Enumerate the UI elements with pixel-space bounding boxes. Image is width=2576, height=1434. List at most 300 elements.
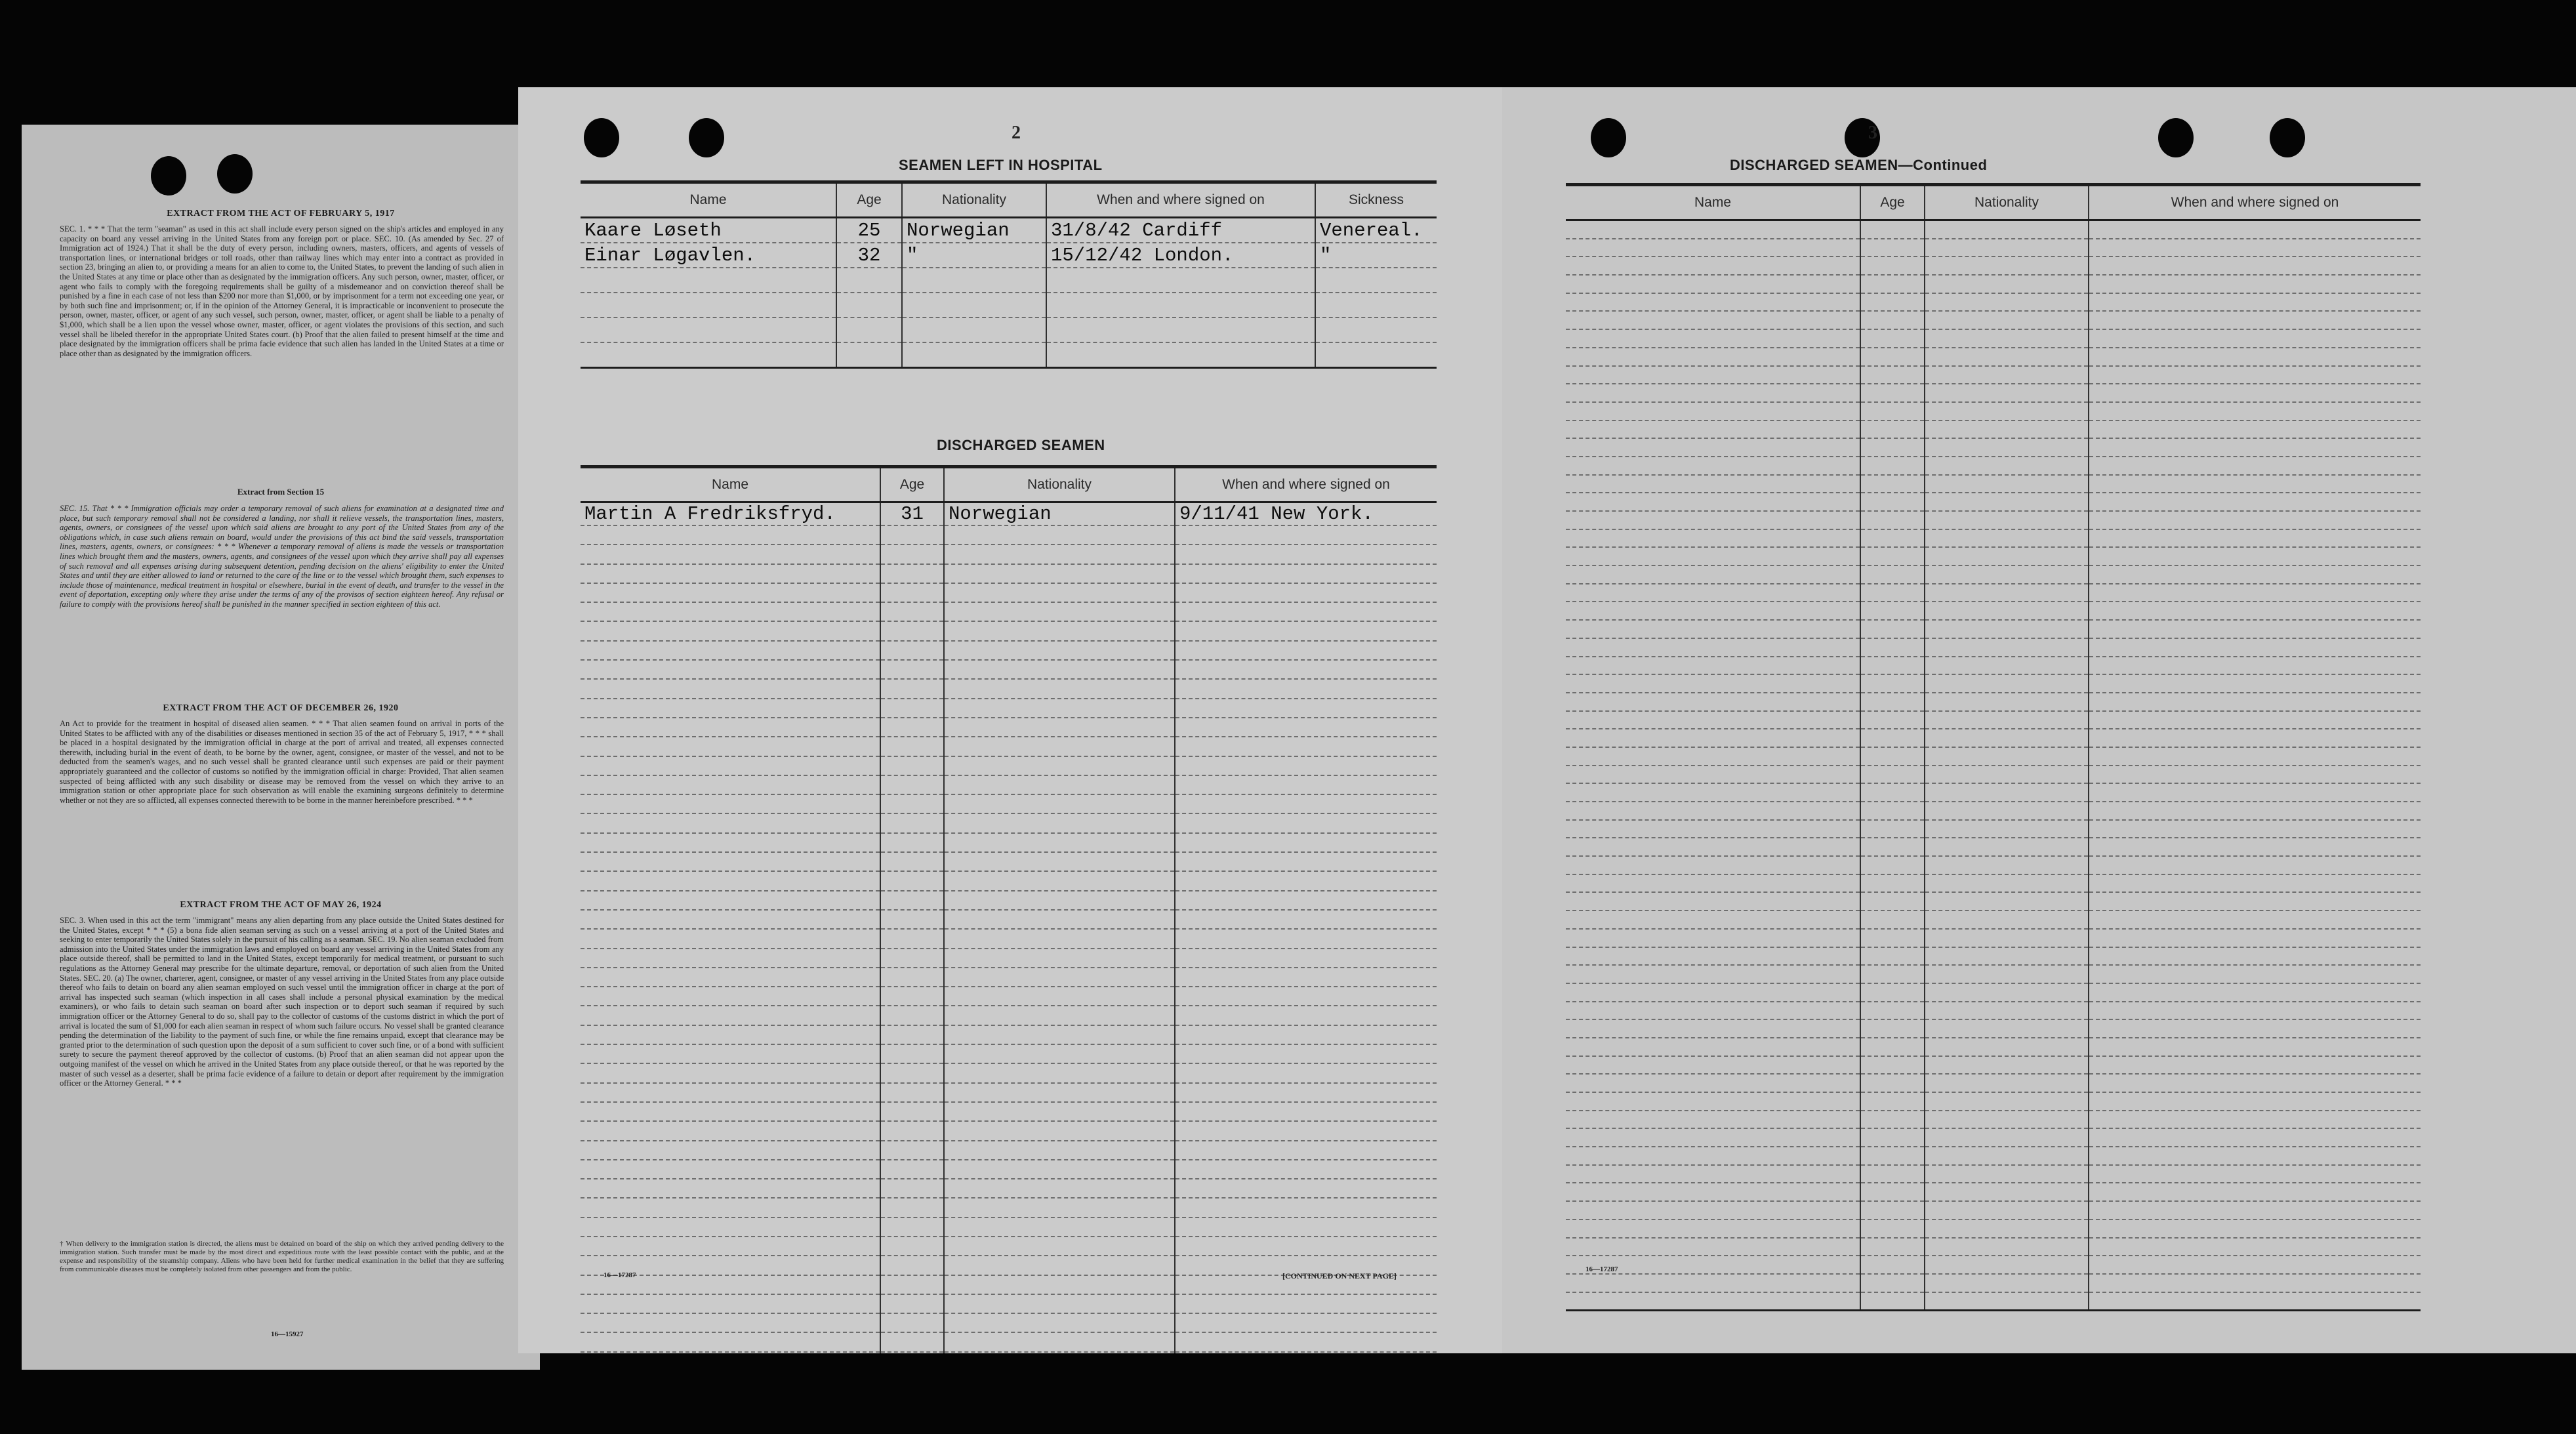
- table-row: [581, 987, 1437, 1006]
- cell-nationality: [944, 1275, 1175, 1294]
- cell-signed-on: [2089, 1238, 2421, 1256]
- cell-name: [1566, 1074, 1860, 1092]
- table-row: [1566, 729, 2421, 747]
- cell-age: [1860, 602, 1925, 620]
- cell-signed-on: [2089, 275, 2421, 293]
- cell-signed-on: [2089, 874, 2421, 893]
- cell-nationality: [1925, 747, 2089, 766]
- cell-name: [581, 871, 880, 890]
- cell-age: 32: [836, 243, 902, 268]
- cell-age: [880, 813, 944, 832]
- cell-signed-on: [2089, 329, 2421, 348]
- cell-nationality: [1925, 1019, 2089, 1038]
- table-row: [1566, 275, 2421, 293]
- cell-signed-on: [2089, 256, 2421, 275]
- cell-name: [1566, 929, 1860, 947]
- table-row: [1566, 420, 2421, 439]
- cell-age: [1860, 475, 1925, 493]
- cell-nationality: [944, 660, 1175, 679]
- cell-signed-on: [1175, 852, 1437, 871]
- cell-age: [1860, 820, 1925, 838]
- cell-nationality: [1925, 856, 2089, 874]
- cell-age: [836, 318, 902, 342]
- cell-signed-on: [1046, 342, 1315, 368]
- cell-age: [880, 737, 944, 756]
- cell-nationality: [1925, 293, 2089, 312]
- cell-age: [1860, 783, 1925, 802]
- cell-age: [1860, 239, 1925, 257]
- cell-nationality: [1925, 547, 2089, 565]
- cell-nationality: [1925, 729, 2089, 747]
- cell-signed-on: [1175, 968, 1437, 987]
- cell-age: [880, 891, 944, 910]
- table-row: [581, 544, 1437, 563]
- cell-nationality: [1925, 1147, 2089, 1165]
- cell-sickness: Venereal.: [1315, 218, 1437, 243]
- table-row: [1566, 1219, 2421, 1238]
- cell-nationality: [1925, 275, 2089, 293]
- table-row: [581, 756, 1437, 775]
- cell-age: [880, 641, 944, 660]
- table-row: [581, 1044, 1437, 1063]
- hospital-table: [581, 180, 1437, 369]
- cell-age: [1860, 838, 1925, 856]
- heading-act-1924: EXTRACT FROM THE ACT OF MAY 26, 1924: [180, 900, 382, 910]
- table-row: [1566, 820, 2421, 838]
- cell-nationality: [944, 679, 1175, 698]
- page-2: [518, 87, 1502, 1353]
- col-header-age: Age: [880, 467, 944, 502]
- cell-signed-on: [1175, 891, 1437, 910]
- cell-name: [581, 968, 880, 987]
- cell-age: [1860, 1238, 1925, 1256]
- cell-signed-on: [2089, 1128, 2421, 1147]
- cell-age: [1860, 674, 1925, 693]
- cell-age: [1860, 1274, 1925, 1292]
- cell-name: [581, 1218, 880, 1237]
- cell-name: [1566, 402, 1860, 420]
- cell-age: [1860, 1165, 1925, 1183]
- table-row: [581, 660, 1437, 679]
- cell-name: [581, 1198, 880, 1217]
- cell-age: [880, 602, 944, 621]
- cell-signed-on: [1175, 794, 1437, 813]
- cell-age: [1860, 584, 1925, 602]
- cell-name: [1566, 911, 1860, 929]
- cell-age: [1860, 1292, 1925, 1311]
- cell-age: [1860, 1074, 1925, 1092]
- table-row: [1566, 602, 2421, 620]
- cell-nationality: [1925, 1292, 2089, 1311]
- cell-age: [1860, 493, 1925, 511]
- cell-signed-on: [1175, 1063, 1437, 1082]
- table-row: [581, 1313, 1437, 1332]
- cell-nationality: [1925, 329, 2089, 348]
- cell-nationality: [1925, 983, 2089, 1002]
- cell-name: [581, 318, 836, 342]
- cell-name: [1566, 584, 1860, 602]
- col-header-sickness: Sickness: [1315, 182, 1437, 218]
- table-row: [1566, 1092, 2421, 1111]
- cell-name: Einar Løgavlen.: [581, 243, 836, 268]
- cell-nationality: [944, 583, 1175, 602]
- cell-nationality: Norwegian: [944, 502, 1175, 526]
- cell-nationality: [1925, 348, 2089, 366]
- cell-age: [880, 699, 944, 718]
- table-row: [1566, 438, 2421, 457]
- cell-signed-on: [1175, 699, 1437, 718]
- table-row: [1566, 1038, 2421, 1056]
- cell-signed-on: [2089, 820, 2421, 838]
- cell-age: [1860, 329, 1925, 348]
- table-row: [581, 813, 1437, 832]
- punch-hole: [1591, 118, 1626, 157]
- cell-name: [1566, 729, 1860, 747]
- extract-text-1924: SEC. 3. When used in this act the term "immigrant" means any alien departing from any place outside the United States destined for the United States, except * * * (5) a bona fide alien seaman serving as such on a vessel arriving at a port of the United States and seeking to enter temporarily the United States solely in the pursuit of his calling as a seaman. SEC. 19. No alien seaman excluded from admission into the United States under the immigration laws and employed on board any vessel arriving in the United States from any place outside thereof, shall be permitted to land in the United States, except temporarily for medical treatment, or pursuant to such regulations as the Attorney General may prescribe for the ultimate departure, removal, or deportation of such alien from the United States. SEC. 20. (a) The owner, charterer, agent, consignee, or master of any vessel arriving in the United States from any place outside thereof who fails to detain on board any alien seaman employed on such vessel until the immigration officer in charge at the port of arrival has inspected such seaman (which inspection in all cases shall include a personal physical examination by the medical examiners), or who fails to detain such seaman on board after such inspection or to deport such seaman if required by such immigration officer or the Attorney General to do so, shall pay to the collector of customs of the customs district in which the port of arrival is located the sum of $1,000 for each alien seaman in respect of whom such failure occurs. No vessel shall be granted clearance pending the determination of the liability to the payment of such fine, or while the fine remains unpaid, except that clearance may be granted prior to the determination of such question upon the deposit of a sum sufficient to cover such fine, or of a bond with sufficient surety to secure the payment thereof approved by the collector of customs. (b) Proof that an alien seaman did not appear upon the outgoing manifest of the vessel on which he arrived in the United States from any place outside thereof, or that he was reported by the master of such vessel as a deserter, shall be prima facie evidence of a failure to detain or deport after requirement by the immigration officer or the Attorney General. * * *: [60, 916, 504, 1088]
- cell-signed-on: [1175, 737, 1437, 756]
- cell-nationality: [902, 342, 1046, 368]
- table-row: [581, 602, 1437, 621]
- cell-age: [1860, 1256, 1925, 1274]
- cell-name: [1566, 1092, 1860, 1111]
- cell-name: [1566, 1274, 1860, 1292]
- cell-signed-on: [2089, 220, 2421, 239]
- cell-nationality: [1925, 1201, 2089, 1219]
- table-row: [1566, 783, 2421, 802]
- table-row: [1566, 293, 2421, 312]
- cell-nationality: [944, 756, 1175, 775]
- cell-nationality: [1925, 529, 2089, 548]
- cell-name: [1566, 493, 1860, 511]
- table-row: [1566, 1274, 2421, 1292]
- table-row: [581, 1332, 1437, 1351]
- table-row: [581, 718, 1437, 737]
- cell-nationality: [1925, 493, 2089, 511]
- cell-age: [1860, 747, 1925, 766]
- cell-name: [1566, 256, 1860, 275]
- cell-signed-on: [1175, 1160, 1437, 1179]
- cell-nationality: [1925, 366, 2089, 384]
- cell-name: [581, 718, 880, 737]
- cell-name: [1566, 1165, 1860, 1183]
- cell-name: [581, 544, 880, 563]
- table-row: [581, 871, 1437, 890]
- punch-hole: [151, 156, 186, 195]
- cell-signed-on: [1175, 1121, 1437, 1140]
- cell-nationality: [944, 1179, 1175, 1198]
- cell-nationality: [944, 1083, 1175, 1102]
- cell-name: [1566, 1201, 1860, 1219]
- cell-age: [1860, 1201, 1925, 1219]
- cell-age: [1860, 892, 1925, 911]
- table-row: [581, 1141, 1437, 1160]
- cell-nationality: [944, 891, 1175, 910]
- cell-age: [880, 1083, 944, 1102]
- cell-age: [880, 1256, 944, 1275]
- punch-hole: [689, 118, 724, 157]
- cell-nationality: [944, 737, 1175, 756]
- cell-signed-on: [1175, 525, 1437, 544]
- cell-age: 25: [836, 218, 902, 243]
- cell-name: [1566, 820, 1860, 838]
- cell-signed-on: [2089, 511, 2421, 529]
- cell-age: [1860, 1219, 1925, 1238]
- cell-signed-on: [2089, 674, 2421, 693]
- table-row: [581, 621, 1437, 640]
- table-row: [581, 318, 1437, 342]
- cell-signed-on: [1175, 660, 1437, 679]
- table-row: [1566, 1165, 2421, 1183]
- cell-age: [836, 342, 902, 368]
- table-row: [581, 891, 1437, 910]
- cell-nationality: [944, 718, 1175, 737]
- cell-nationality: [1925, 402, 2089, 420]
- cell-age: [1860, 874, 1925, 893]
- cell-nationality: [1925, 1183, 2089, 1201]
- table-row: [581, 583, 1437, 602]
- cell-name: [1566, 674, 1860, 693]
- cell-nationality: [944, 871, 1175, 890]
- cell-nationality: [1925, 256, 2089, 275]
- cell-age: [836, 268, 902, 293]
- cell-nationality: [944, 1237, 1175, 1256]
- cell-age: [1860, 511, 1925, 529]
- cell-signed-on: [2089, 747, 2421, 766]
- cell-sickness: [1315, 268, 1437, 293]
- cell-signed-on: [1175, 1083, 1437, 1102]
- cell-nationality: [944, 1218, 1175, 1237]
- table-row: [581, 218, 1437, 243]
- cell-nationality: [1925, 475, 2089, 493]
- cell-nationality: [944, 1198, 1175, 1217]
- table-row: [1566, 1019, 2421, 1038]
- cell-signed-on: [2089, 529, 2421, 548]
- cell-age: [880, 1121, 944, 1140]
- cell-age: [836, 293, 902, 318]
- cell-nationality: [944, 1294, 1175, 1313]
- table-row: [581, 525, 1437, 544]
- cell-signed-on: [2089, 438, 2421, 457]
- table-row: [1566, 256, 2421, 275]
- cell-nationality: ": [902, 243, 1046, 268]
- table-row: [581, 949, 1437, 968]
- cell-age: [880, 1141, 944, 1160]
- cell-signed-on: [2089, 838, 2421, 856]
- cell-signed-on: [1175, 929, 1437, 948]
- punch-hole: [2270, 118, 2305, 157]
- cell-name: [1566, 239, 1860, 257]
- col-header-name: Name: [1566, 185, 1860, 220]
- cell-signed-on: [2089, 1019, 2421, 1038]
- table-row: [1566, 1002, 2421, 1020]
- cell-nationality: [944, 525, 1175, 544]
- cell-age: [880, 756, 944, 775]
- table-row: [1566, 220, 2421, 239]
- table-row: [581, 929, 1437, 948]
- table-row: [1566, 1111, 2421, 1129]
- cell-name: [1566, 220, 1860, 239]
- cell-name: [581, 1313, 880, 1332]
- cell-signed-on: [1175, 1102, 1437, 1121]
- table-row: [1566, 1147, 2421, 1165]
- cell-nationality: [1925, 1074, 2089, 1092]
- cell-name: [581, 679, 880, 698]
- cell-name: Martin A Fredriksfryd.: [581, 502, 880, 526]
- cell-nationality: [944, 699, 1175, 718]
- cell-sickness: [1315, 293, 1437, 318]
- cell-name: [1566, 1219, 1860, 1238]
- cell-signed-on: [1046, 318, 1315, 342]
- act-extracts-sheet: [22, 125, 540, 1370]
- cell-name: [1566, 802, 1860, 820]
- cell-nationality: [1925, 947, 2089, 966]
- table-row: [581, 1102, 1437, 1121]
- table-row: [581, 968, 1437, 987]
- cell-signed-on: [2089, 1183, 2421, 1201]
- cell-nationality: [1925, 838, 2089, 856]
- cell-name: Kaare Løseth: [581, 218, 836, 243]
- cell-nationality: [1925, 438, 2089, 457]
- cell-name: [1566, 1111, 1860, 1129]
- cell-name: [581, 852, 880, 871]
- cell-name: [581, 1294, 880, 1313]
- cell-name: [1566, 783, 1860, 802]
- table-row: [1566, 584, 2421, 602]
- cell-signed-on: [2089, 983, 2421, 1002]
- table-row: [581, 1025, 1437, 1044]
- table-row: [1566, 929, 2421, 947]
- cell-name: [581, 1332, 880, 1351]
- cell-nationality: [1925, 1092, 2089, 1111]
- cell-signed-on: [2089, 929, 2421, 947]
- cell-name: [1566, 384, 1860, 402]
- cell-age: [1860, 911, 1925, 929]
- cell-age: [1860, 1002, 1925, 1020]
- cell-nationality: [1925, 674, 2089, 693]
- cell-signed-on: [1175, 1198, 1437, 1217]
- cell-name: [1566, 420, 1860, 439]
- cell-nationality: [944, 852, 1175, 871]
- cell-name: [1566, 1019, 1860, 1038]
- table-row: [1566, 239, 2421, 257]
- table-row: [1566, 693, 2421, 711]
- cell-age: [1860, 565, 1925, 584]
- cell-name: [581, 564, 880, 583]
- cell-nationality: [1925, 874, 2089, 893]
- cell-nationality: [1925, 511, 2089, 529]
- cell-nationality: [1925, 620, 2089, 638]
- cell-age: [1860, 1056, 1925, 1075]
- cell-nationality: [944, 1025, 1175, 1044]
- cell-signed-on: 9/11/41 New York.: [1175, 502, 1437, 526]
- cell-age: [880, 775, 944, 794]
- table-row: [581, 1352, 1437, 1353]
- cell-name: [581, 910, 880, 929]
- cell-name: [581, 737, 880, 756]
- cell-signed-on: [1175, 987, 1437, 1006]
- cell-nationality: [1925, 711, 2089, 729]
- cell-age: [1860, 366, 1925, 384]
- cell-age: [880, 1025, 944, 1044]
- cell-signed-on: [2089, 1111, 2421, 1129]
- col-header-age: Age: [1860, 185, 1925, 220]
- cell-signed-on: [2089, 457, 2421, 475]
- table-row: [1566, 1238, 2421, 1256]
- cell-name: [581, 699, 880, 718]
- cell-name: [1566, 475, 1860, 493]
- cell-nationality: [944, 1256, 1175, 1275]
- cell-nationality: [944, 775, 1175, 794]
- cell-nationality: [1925, 892, 2089, 911]
- cell-name: [1566, 657, 1860, 675]
- table-row: [1566, 511, 2421, 529]
- col-header-signed-on: When and where signed on: [1175, 467, 1437, 502]
- cell-age: [1860, 693, 1925, 711]
- cell-name: [581, 525, 880, 544]
- cell-age: [1860, 1111, 1925, 1129]
- extract-text-section-15: SEC. 15. That * * * Immigration officials may order a temporary removal of such aliens for examination at a designated time and place, but such temporary removal shall not be considered a landing, nor shall it relieve vessels, the transportation lines, masters, agents, owners, or consignees of the vessel upon which said aliens are brought to any port of the United States from any of the obligations which, in case such aliens remain on board, would under the provisions of this act bind the said vessels, transportation lines, masters, agents, owners, or consignees: * * * Whenever a temporary removal of aliens is made the vessels or transportation lines which brought them and the masters, owners, agents, and consignees of the vessel upon which they arrive shall pay all expenses of such removal and all expenses arising during subsequent detention, pending decision on the aliens' eligibility to enter the United States and until they are either allowed to land or returned to the care of the line or to the vessel which brought them, such expenses to include those of maintenance, medical treatment in hospital or elsewhere, burial in the event of death, and transfer to the vessel in the event of deportation, excepting only where they arise under the terms of any of the provisos of section eighteen hereof. Any refusal or failure to comply with the provisions hereof shall be punished in the manner specified in section eighteen of this act.: [60, 504, 504, 609]
- cell-signed-on: [1175, 871, 1437, 890]
- table-row: [1566, 856, 2421, 874]
- cell-signed-on: [1046, 293, 1315, 318]
- cell-nationality: [1925, 1128, 2089, 1147]
- cell-signed-on: [2089, 311, 2421, 329]
- cell-signed-on: [2089, 1292, 2421, 1311]
- cell-name: [581, 1352, 880, 1353]
- cell-age: [1860, 220, 1925, 239]
- cell-name: [1566, 766, 1860, 784]
- cell-nationality: [944, 1141, 1175, 1160]
- cell-age: [880, 679, 944, 698]
- cell-name: [1566, 874, 1860, 893]
- cell-signed-on: [2089, 420, 2421, 439]
- table-row: [1566, 311, 2421, 329]
- cell-age: [1860, 711, 1925, 729]
- cell-signed-on: [1175, 1332, 1437, 1351]
- table-row: [581, 342, 1437, 368]
- punch-hole: [217, 154, 253, 194]
- cell-signed-on: [2089, 584, 2421, 602]
- table-row: [581, 775, 1437, 794]
- cell-nationality: [944, 910, 1175, 929]
- cell-name: [1566, 747, 1860, 766]
- cell-signed-on: [2089, 1256, 2421, 1274]
- cell-signed-on: [2089, 366, 2421, 384]
- cell-name: [581, 1141, 880, 1160]
- cell-name: [581, 794, 880, 813]
- cell-signed-on: [1175, 1025, 1437, 1044]
- cell-name: [581, 641, 880, 660]
- cell-nationality: [902, 293, 1046, 318]
- cell-signed-on: [2089, 1002, 2421, 1020]
- cell-signed-on: [1175, 718, 1437, 737]
- cell-age: [1860, 766, 1925, 784]
- cell-age: [880, 1179, 944, 1198]
- cell-age: [880, 949, 944, 968]
- cell-name: [1566, 1038, 1860, 1056]
- form-number: 16—17287: [603, 1271, 636, 1279]
- cell-age: [880, 660, 944, 679]
- cell-name: [1566, 547, 1860, 565]
- cell-name: [581, 602, 880, 621]
- footnote: † When delivery to the immigration station is directed, the aliens must be detained on board of the ship on which they arrived pending delivery to the immigration station. Such transfer must be made by the most direct and expeditious route with the least possible contact with the public, and at the expense and responsibility of the steamship company. Aliens who have been held for further medical examination in the belief that they are suffering from communicable diseases must be completely isolated from other passengers and from the public.: [60, 1240, 504, 1273]
- cell-name: [1566, 329, 1860, 348]
- cell-nationality: [944, 1006, 1175, 1025]
- cell-signed-on: [2089, 293, 2421, 312]
- punch-hole: [2158, 118, 2194, 157]
- cell-name: [581, 621, 880, 640]
- cell-signed-on: 31/8/42 Cardiff: [1046, 218, 1315, 243]
